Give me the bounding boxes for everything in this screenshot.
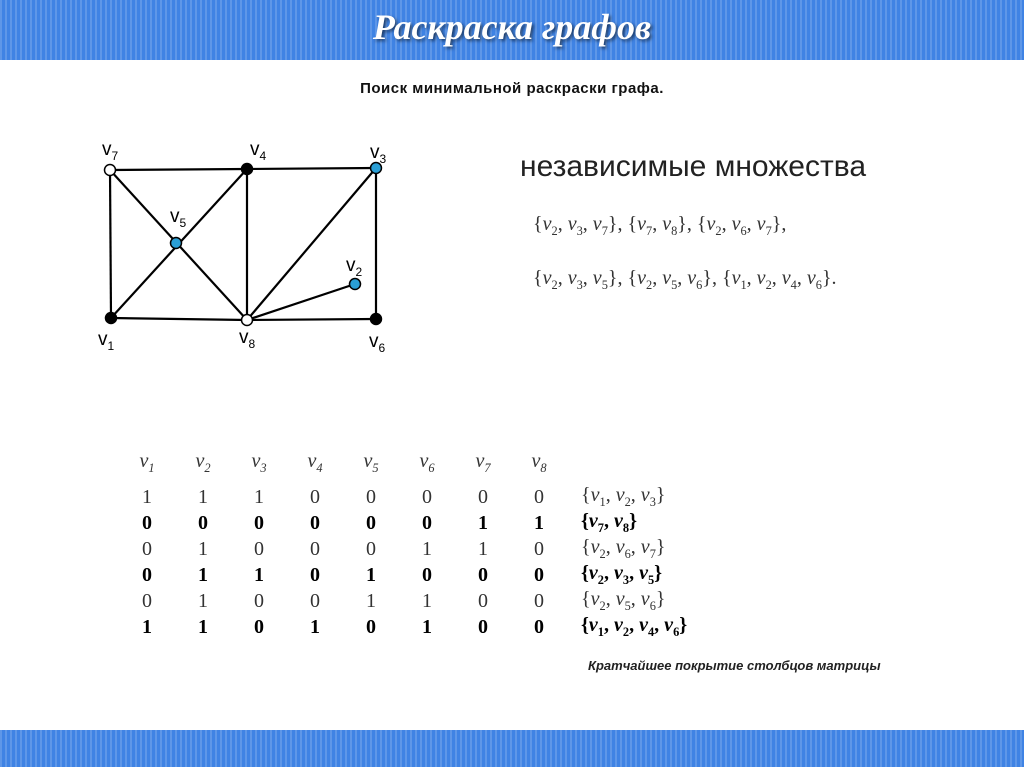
matrix-cell: 1 bbox=[366, 589, 376, 612]
vertex-v4 bbox=[242, 164, 253, 175]
matrix-cell: 0 bbox=[534, 537, 544, 560]
matrix-cell: 1 bbox=[198, 563, 208, 586]
vertex-label-v3: $v_3$ bbox=[370, 142, 387, 166]
matrix-cell: 1 bbox=[142, 485, 152, 508]
edge-v3-v8 bbox=[247, 168, 376, 320]
edge-v7-v4 bbox=[110, 169, 247, 170]
matrix-cell: 1 bbox=[198, 615, 208, 638]
column-header-v1: $v_1$ bbox=[139, 450, 155, 475]
vertex-label-v2: $v_2$ bbox=[346, 255, 363, 279]
matrix-cell: 1 bbox=[142, 615, 152, 638]
edge-v7-v1 bbox=[110, 170, 111, 318]
matrix-cell: 0 bbox=[198, 511, 208, 534]
matrix-cell: 0 bbox=[366, 511, 376, 534]
vertex-label-v7: $v_7$ bbox=[102, 139, 119, 163]
graph-diagram bbox=[90, 135, 400, 355]
matrix-cell: 0 bbox=[310, 537, 320, 560]
column-header-v6: $v_6$ bbox=[419, 450, 435, 475]
column-header-v8: $v_8$ bbox=[531, 450, 547, 475]
matrix-cell: 1 bbox=[534, 511, 544, 534]
matrix-cell: 1 bbox=[254, 563, 264, 586]
vertex-v5 bbox=[171, 238, 182, 249]
independent-sets-line-2: {$v_2$, $v_3$, $v_5$}, {$v_2$, $v_5$, $v_6$}, {$v_1$, $v_2$, $v_4$, $v_6$}. bbox=[533, 267, 837, 292]
matrix-cell: 1 bbox=[254, 485, 264, 508]
column-header-v7: $v_7$ bbox=[475, 450, 491, 475]
vertex-v1 bbox=[106, 313, 117, 324]
matrix-cell: 1 bbox=[366, 563, 376, 586]
matrix-cell: 0 bbox=[310, 589, 320, 612]
vertex-label-v6: $v_6$ bbox=[369, 331, 386, 355]
matrix-cell: 0 bbox=[142, 589, 152, 612]
matrix-caption: Кратчайшее покрытие столбцов матрицы bbox=[588, 658, 881, 673]
matrix-cell: 0 bbox=[142, 563, 152, 586]
matrix-row bbox=[119, 484, 687, 510]
matrix-cell: 0 bbox=[478, 563, 488, 586]
matrix-header-row bbox=[119, 450, 687, 484]
matrix-cell: 0 bbox=[310, 485, 320, 508]
vertex-label-v8: $v_8$ bbox=[239, 327, 256, 351]
matrix-cell: 0 bbox=[310, 511, 320, 534]
matrix-cell: 1 bbox=[198, 537, 208, 560]
matrix-cell: 1 bbox=[422, 615, 432, 638]
matrix-cell: 1 bbox=[478, 537, 488, 560]
matrix-cell: 0 bbox=[254, 511, 264, 534]
matrix-cell: 1 bbox=[198, 485, 208, 508]
edge-v4-v3 bbox=[247, 168, 376, 169]
vertex-v2 bbox=[350, 279, 361, 290]
matrix-cell: 0 bbox=[142, 537, 152, 560]
column-header-v4: $v_4$ bbox=[307, 450, 323, 475]
slide-subtitle: Поиск минимальной раскраски графа. bbox=[360, 80, 664, 97]
edge-v8-v6 bbox=[247, 319, 376, 320]
matrix-cell: 1 bbox=[422, 589, 432, 612]
matrix-cell: 0 bbox=[478, 589, 488, 612]
matrix-row bbox=[119, 510, 687, 536]
matrix-cell: 1 bbox=[310, 615, 320, 638]
matrix-cell: 0 bbox=[142, 511, 152, 534]
vertex-label-v4: $v_4$ bbox=[250, 139, 267, 163]
row-set-label: {$v_1$, $v_2$, $v_4$, $v_6$} bbox=[581, 614, 688, 639]
row-set-label: {$v_7$, $v_8$} bbox=[581, 510, 637, 535]
independent-sets-line-1: {$v_2$, $v_3$, $v_7$}, {$v_7$, $v_8$}, {$v_2$, $v_6$, $v_7$}, bbox=[533, 213, 787, 238]
slide-title: Раскраска графов bbox=[372, 7, 652, 47]
matrix-row bbox=[119, 562, 687, 588]
matrix-cell: 0 bbox=[478, 615, 488, 638]
matrix-cell: 1 bbox=[198, 589, 208, 612]
matrix-row bbox=[119, 536, 687, 562]
matrix-cell: 0 bbox=[366, 615, 376, 638]
vertex-label-v1: $v_1$ bbox=[98, 329, 115, 353]
matrix-cell: 0 bbox=[310, 563, 320, 586]
row-set-label: {$v_1$, $v_2$, $v_3$} bbox=[581, 484, 666, 509]
matrix-cell: 1 bbox=[422, 537, 432, 560]
matrix-cell: 0 bbox=[254, 537, 264, 560]
matrix-cell: 0 bbox=[422, 563, 432, 586]
matrix-row bbox=[119, 588, 687, 614]
row-set-label: {$v_2$, $v_5$, $v_6$} bbox=[581, 588, 666, 613]
vertex-v7 bbox=[105, 165, 116, 176]
coverage-matrix bbox=[119, 450, 687, 640]
matrix-cell: 1 bbox=[478, 511, 488, 534]
row-set-label: {$v_2$, $v_6$, $v_7$} bbox=[581, 536, 666, 561]
matrix-cell: 0 bbox=[534, 485, 544, 508]
matrix-cell: 0 bbox=[254, 589, 264, 612]
column-header-v2: $v_2$ bbox=[195, 450, 211, 475]
matrix-cell: 0 bbox=[366, 537, 376, 560]
column-header-v5: $v_5$ bbox=[363, 450, 379, 475]
row-set-label: {$v_2$, $v_3$, $v_5$} bbox=[581, 562, 663, 587]
column-header-v3: $v_3$ bbox=[251, 450, 267, 475]
matrix-cell: 0 bbox=[534, 563, 544, 586]
vertex-label-v5: $v_5$ bbox=[170, 206, 187, 230]
matrix-cell: 0 bbox=[534, 589, 544, 612]
independent-sets-heading: независимые множества bbox=[520, 150, 867, 183]
matrix-cell: 0 bbox=[478, 485, 488, 508]
vertex-v6 bbox=[371, 314, 382, 325]
bottom-banner bbox=[0, 730, 1024, 767]
matrix-cell: 0 bbox=[534, 615, 544, 638]
matrix-cell: 0 bbox=[422, 485, 432, 508]
vertex-v8 bbox=[242, 315, 253, 326]
edge-v1-v8 bbox=[111, 318, 247, 320]
matrix-row bbox=[119, 614, 687, 640]
matrix-cell: 0 bbox=[422, 511, 432, 534]
matrix-cell: 0 bbox=[254, 615, 264, 638]
matrix-cell: 0 bbox=[366, 485, 376, 508]
